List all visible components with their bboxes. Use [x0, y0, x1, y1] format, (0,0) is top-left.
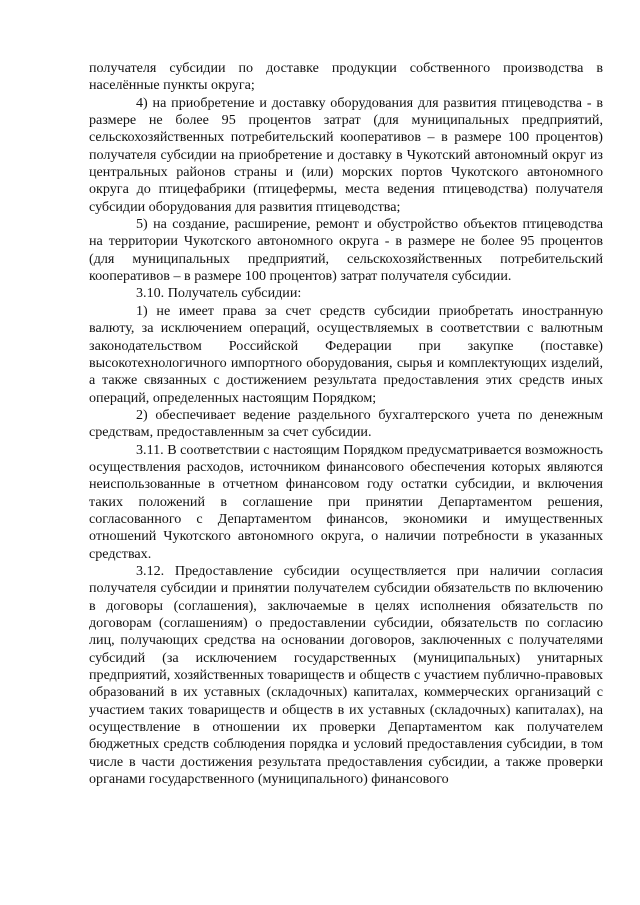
paragraph-item-4: 4) на приобретение и доставку оборудования для развития птицеводства - в размере не более 95 процентов затрат (для муниципальных предприятий, сельскохозяйственных потребительский кооперативов – в размере 100 процентов) получателя субсидии на приобретение и доставку в Чукотский автономный округ из центральных районов страны и (или) морских портов Чукотского автономного округа до птицефабрики (птицефермы, места ведения птицеводства) получателя субсидии оборудования для развития птицеводства;: [89, 94, 603, 215]
paragraph-3-11: 3.11. В соответствии с настоящим Порядком предусматривается возможность осуществления расходов, источником финансового обеспечения которых являются неиспользованные в отчетном финансовом году остатки субсидии, и включения таких положений в соглашение при принятии Департаментом решения, согласованного с Департаментом финансов, экономики и имущественных отношений Чукотского автономного округа, о наличии потребности в указанных средствах.: [89, 441, 603, 562]
paragraph-3-10-item-2: 2) обеспечивает ведение раздельного бухгалтерского учета по денежным средствам, предоставленным за счет субсидии.: [89, 406, 603, 441]
paragraph-item-5: 5) на создание, расширение, ремонт и обустройство объектов птицеводства на территории Чукотского автономного округа - в размере не более 95 процентов (для муниципальных предприятий, сельскохозяйственных потребительский кооперативов – в размере 100 процентов) затрат получателя субсидии.: [89, 216, 603, 285]
paragraph-3-10-item-1: 1) не имеет права за счет средств субсидии приобретать иностранную валюту, за исключением операций, осуществляемых в соответствии с валютным законодательством Российской Федерации при закупке (поставке) высокотехнологичного импортного оборудования, сырья и комплектующих изделий, а также связанных с достижением результата предоставления этих средств иных операций, определенных настоящим Порядком;: [89, 302, 603, 406]
paragraph-3-12: 3.12. Предоставление субсидии осуществляется при наличии согласия получателя субсидии и принятии получателем субсидии обязательств по включению в договоры (соглашения), заключаемые в целях исполнения обязательств по договорам (соглашениям) о предоставлении субсидии, обязательств по согласию лиц, получающих средства на основании договоров, заключенных с получателями субсидий (за исключением государственных (муниципальных) унитарных предприятий, хозяйственных товариществ и обществ с участием публично-правовых образований в их уставных (складочных) капиталах, коммерческих организаций с участием таких товариществ и обществ в их уставных (складочных) капиталах), на осуществление в отношении их проверки Департаментом как получателем бюджетных средств соблюдения порядка и условий предоставления субсидии, в том числе в части достижения результата предоставления субсидии, а также проверки органами государственного (муниципального) финансового: [89, 562, 603, 788]
paragraph-continuation: получателя субсидии по доставке продукции собственного производства в населённые пункты округа;: [89, 60, 603, 94]
document-page: [89, 60, 603, 788]
paragraph-3-10-heading: 3.10. Получатель субсидии:: [136, 285, 302, 302]
